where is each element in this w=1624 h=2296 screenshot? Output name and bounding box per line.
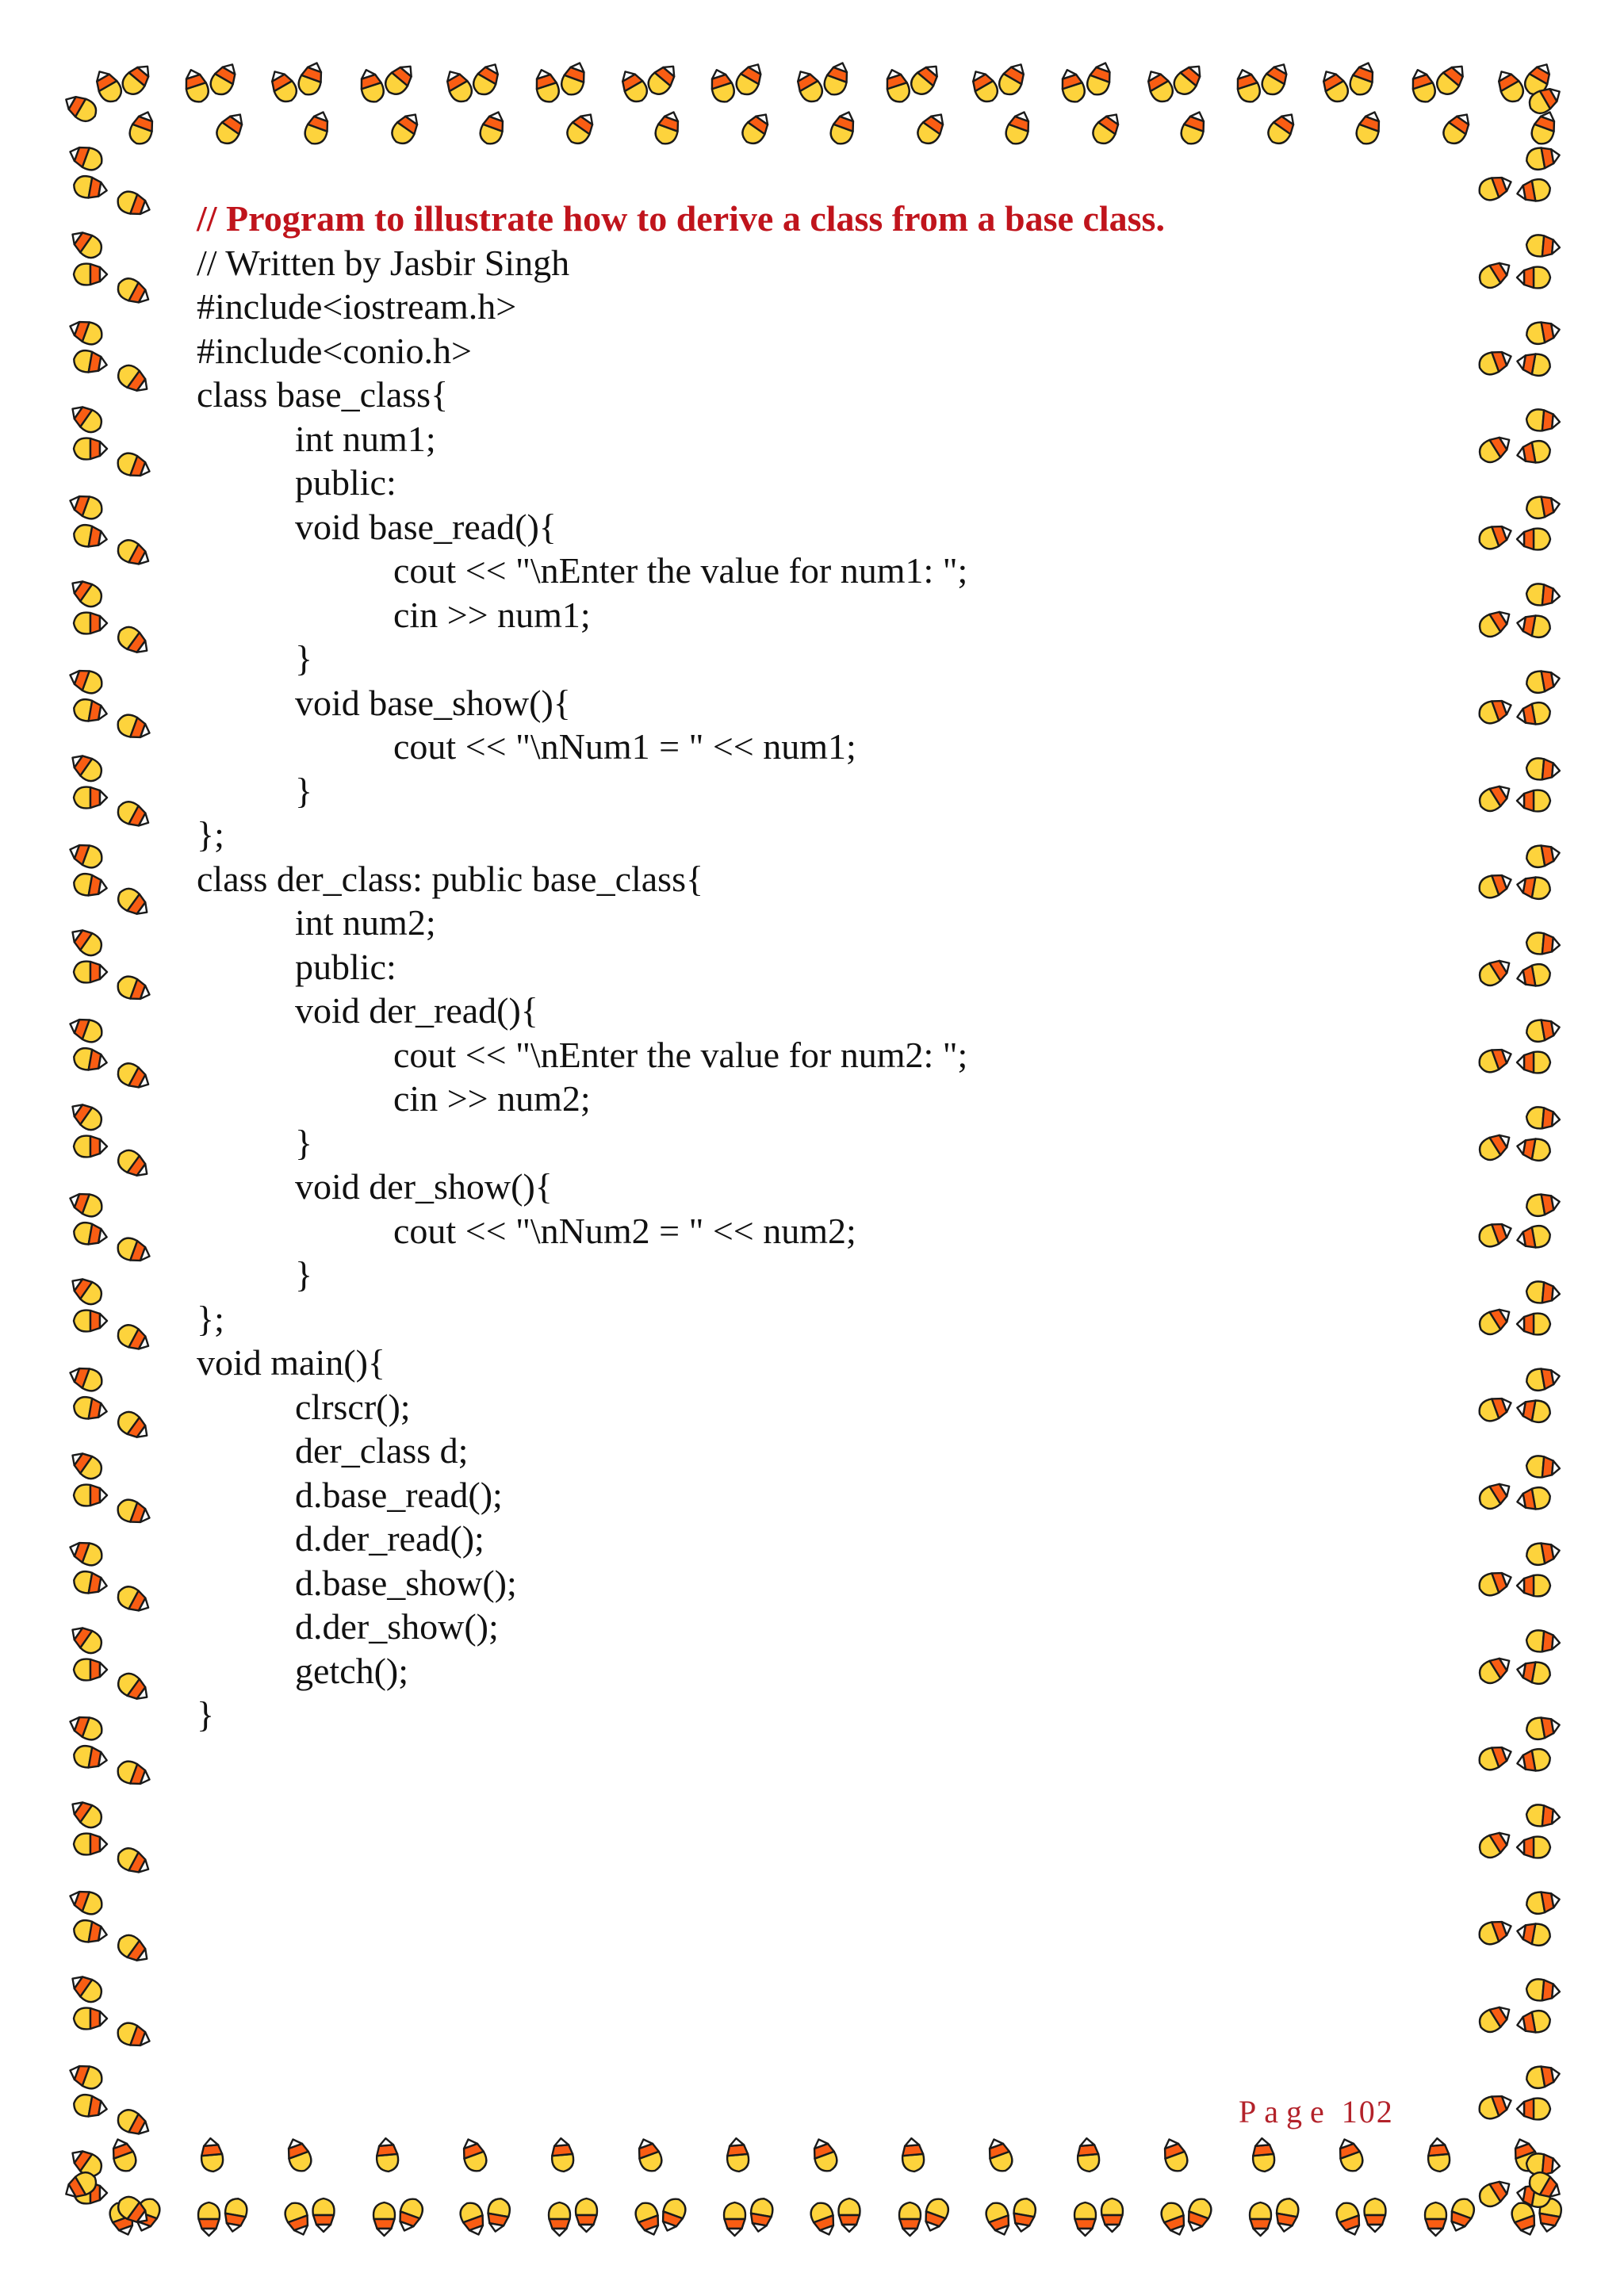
- candy-corn-icon: [67, 1621, 106, 1658]
- candy-corn-icon: [114, 2020, 153, 2052]
- candy-corn-icon: [616, 67, 651, 106]
- candy-corn-icon: [113, 1931, 153, 1967]
- candy-corn-icon: [1476, 1742, 1515, 1774]
- candy-corn-icon: [67, 665, 105, 697]
- candy-corn-icon: [114, 1235, 153, 1267]
- candy-corn-icon: [644, 59, 682, 98]
- candy-corn-icon: [901, 2137, 925, 2172]
- candy-corn-icon: [1183, 2195, 1215, 2234]
- candy-corn-icon: [1515, 1486, 1552, 1513]
- candy-corn-icon: [114, 1844, 154, 1879]
- candy-corn-icon: [67, 1796, 106, 1832]
- candy-corn-icon: [72, 1919, 109, 1946]
- code-line: void der_read(){: [295, 990, 538, 1031]
- candy-corn-icon: [1526, 1804, 1561, 1828]
- candy-corn-icon: [1427, 2137, 1451, 2172]
- candy-corn-icon: [828, 109, 860, 147]
- candy-corn-icon: [549, 2202, 570, 2236]
- code-line: void base_show(){: [295, 682, 571, 723]
- candy-corn-icon: [1476, 695, 1515, 727]
- candy-corn-icon: [738, 109, 775, 148]
- candy-corn-icon: [1517, 1575, 1550, 1597]
- code-line: clrscr();: [295, 1386, 411, 1427]
- candy-corn-icon: [266, 67, 301, 106]
- candy-corn-icon: [373, 2202, 395, 2236]
- candy-corn-icon: [1515, 701, 1552, 728]
- candy-corn-icon: [1525, 144, 1561, 171]
- candy-corn-icon: [113, 1407, 153, 1444]
- candy-corn-icon: [282, 2199, 314, 2238]
- candy-corn-icon: [1476, 172, 1515, 204]
- candy-corn-icon: [995, 59, 1030, 99]
- page-number: [1239, 2093, 1394, 2130]
- candy-corn-icon: [1159, 2136, 1191, 2175]
- code-line: cout << "\nNum1 = " << num1;: [393, 726, 856, 767]
- candy-corn-icon: [114, 450, 153, 482]
- candy-corn-icon: [1517, 2099, 1550, 2120]
- code-line: #include<conio.h>: [197, 330, 472, 371]
- candy-corn-icon: [1232, 67, 1263, 105]
- candy-corn-icon: [1517, 1052, 1550, 1073]
- candy-corn-icon: [1525, 1540, 1561, 1567]
- candy-corn-icon: [1432, 59, 1470, 98]
- candy-corn-icon: [213, 109, 249, 148]
- candy-corn-icon: [1089, 109, 1125, 148]
- candy-corn-icon: [72, 523, 109, 550]
- candy-corn-icon: [1526, 1629, 1561, 1654]
- candy-corn-icon: [118, 59, 156, 98]
- candy-corn-icon: [1515, 1397, 1552, 1424]
- code-line: }: [197, 1694, 215, 1735]
- candy-corn-icon: [67, 1886, 105, 1918]
- candy-corn-icon: [1526, 932, 1561, 956]
- candy-corn-icon: [822, 59, 853, 98]
- candy-corn-icon: [1525, 842, 1561, 869]
- candy-corn-icon: [381, 59, 419, 98]
- candy-corn-icon: [114, 536, 154, 571]
- code-heading: // Program to illustrate how to derive a class from a base class.: [197, 198, 1165, 239]
- code-line: class der_class: public base_class{: [197, 858, 704, 899]
- candy-corn-icon: [1517, 790, 1550, 812]
- code-line: getch();: [295, 1650, 409, 1691]
- candy-corn-icon: [74, 1311, 107, 1332]
- candy-corn-icon: [283, 2136, 315, 2175]
- candy-corn-icon: [1517, 1837, 1550, 1858]
- code-line: cin >> num2;: [393, 1078, 591, 1119]
- candy-corn-icon: [302, 109, 334, 147]
- candy-corn-icon: [74, 1659, 107, 1681]
- code-line: };: [197, 1298, 224, 1339]
- candy-corn-icon: [67, 1272, 106, 1309]
- candy-corn-icon: [74, 962, 107, 983]
- candy-corn-icon: [114, 1059, 154, 1094]
- code-listing: [197, 197, 1465, 1737]
- candy-corn-icon: [1476, 1393, 1515, 1425]
- code-line: // Written by Jasbir Singh: [197, 242, 570, 283]
- candy-corn-icon: [1057, 67, 1088, 105]
- candy-corn-icon: [1476, 521, 1515, 553]
- candy-corn-icon: [1101, 2198, 1123, 2232]
- candy-corn-icon: [707, 67, 737, 105]
- candy-corn-icon: [1515, 612, 1552, 639]
- candy-corn-icon: [72, 1744, 109, 1771]
- candy-corn-icon: [67, 1537, 105, 1569]
- candy-corn-icon: [90, 67, 125, 106]
- code-line: d.base_read();: [295, 1474, 503, 1515]
- candy-corn-icon: [920, 2195, 952, 2234]
- code-line: public:: [295, 946, 396, 987]
- candy-corn-icon: [394, 2195, 426, 2234]
- candy-corn-icon: [72, 1221, 109, 1248]
- code-line: void base_read(){: [295, 506, 557, 547]
- candy-corn-icon: [653, 109, 684, 147]
- candy-corn-icon: [633, 2199, 665, 2238]
- candy-corn-icon: [1517, 267, 1550, 289]
- candy-corn-icon: [72, 1047, 109, 1073]
- candy-corn-icon: [469, 59, 504, 99]
- candy-corn-icon: [1159, 2199, 1190, 2238]
- candy-corn-icon: [114, 189, 153, 220]
- candy-corn-icon: [914, 109, 950, 148]
- candy-corn-icon: [1475, 1651, 1515, 1687]
- candy-corn-icon: [67, 924, 106, 960]
- candy-corn-icon: [296, 59, 327, 98]
- candy-corn-icon: [458, 2136, 490, 2175]
- candy-corn-icon: [531, 67, 562, 105]
- candy-corn-icon: [1334, 2199, 1365, 2238]
- candy-corn-icon: [1525, 1714, 1561, 1741]
- candy-corn-icon: [356, 67, 387, 105]
- candy-corn-icon: [313, 2198, 335, 2232]
- candy-corn-icon: [1476, 346, 1515, 378]
- candy-corn-icon: [113, 361, 153, 397]
- code-line: der_class d;: [295, 1430, 469, 1471]
- candy-corn-icon: [1475, 2000, 1515, 2036]
- candy-corn-icon: [74, 264, 107, 285]
- candy-corn-icon: [748, 2197, 775, 2233]
- candy-corn-icon: [458, 2199, 489, 2238]
- candy-corn-icon: [1076, 2137, 1101, 2172]
- candy-corn-icon: [222, 2197, 249, 2233]
- candy-corn-icon: [1250, 2202, 1271, 2236]
- candy-corn-icon: [1074, 2202, 1096, 2236]
- candy-corn-icon: [67, 840, 105, 871]
- code-line: public:: [295, 462, 396, 503]
- candy-corn-icon: [1475, 1128, 1515, 1164]
- candy-corn-icon: [67, 142, 105, 174]
- candy-corn-icon: [114, 1582, 154, 1617]
- candy-corn-icon: [724, 2202, 745, 2236]
- candy-corn-icon: [67, 1188, 105, 1220]
- code-line: int num1;: [295, 418, 436, 459]
- candy-corn-icon: [388, 109, 424, 148]
- candy-corn-icon: [1446, 2195, 1477, 2234]
- candy-corn-icon: [1526, 583, 1561, 607]
- candy-corn-icon: [113, 622, 153, 659]
- candy-corn-icon: [72, 349, 109, 376]
- candy-corn-icon: [375, 2137, 400, 2172]
- candy-corn-icon: [74, 2008, 107, 2030]
- candy-corn-icon: [67, 1447, 106, 1483]
- candy-corn-icon: [1476, 870, 1515, 901]
- candy-corn-icon: [1515, 1659, 1552, 1686]
- candy-corn-icon: [657, 2195, 689, 2234]
- candy-corn-icon: [1515, 2009, 1552, 2036]
- candy-corn-icon: [906, 59, 944, 98]
- candy-corn-icon: [791, 67, 826, 106]
- candy-corn-icon: [1347, 59, 1379, 98]
- code-line: }: [295, 638, 313, 679]
- code-line: void main(){: [197, 1342, 385, 1383]
- candy-corn-icon: [1439, 109, 1476, 148]
- candy-corn-icon: [67, 749, 106, 786]
- candy-corn-icon: [1476, 1916, 1515, 1948]
- candy-corn-icon: [114, 274, 154, 309]
- candy-corn-icon: [441, 67, 476, 106]
- candy-corn-icon: [1475, 954, 1515, 989]
- candy-corn-icon: [1492, 67, 1527, 106]
- candy-corn-icon: [198, 2202, 220, 2236]
- candy-corn-icon: [576, 2198, 597, 2232]
- candy-corn-icon: [114, 712, 153, 744]
- candy-corn-icon: [108, 2136, 140, 2175]
- candy-corn-icon: [1515, 874, 1552, 901]
- candy-corn-icon: [839, 2198, 860, 2232]
- candy-corn-icon: [1170, 59, 1208, 98]
- candy-corn-icon: [114, 1497, 153, 1529]
- candy-corn-icon: [67, 400, 106, 437]
- candy-corn-icon: [882, 67, 913, 105]
- candy-corn-icon: [67, 2061, 105, 2092]
- candy-corn-icon: [113, 1669, 153, 1705]
- candy-corn-icon: [1526, 1106, 1561, 1131]
- candy-corn-icon: [1475, 256, 1515, 292]
- candy-corn-icon: [984, 2136, 1016, 2175]
- candy-corn-icon: [1525, 493, 1561, 520]
- candy-corn-icon: [1526, 757, 1561, 782]
- candy-corn-icon: [808, 2199, 840, 2238]
- candy-corn-icon: [67, 1014, 105, 1046]
- candy-corn-icon: [634, 2136, 665, 2175]
- candy-corn-icon: [1425, 2202, 1446, 2236]
- candy-corn-icon: [550, 2137, 575, 2172]
- candy-corn-icon: [74, 1136, 107, 1158]
- candy-corn-icon: [1525, 2063, 1561, 2090]
- code-line: d.der_read();: [295, 1518, 485, 1559]
- code-line: };: [197, 814, 224, 855]
- candy-corn-icon: [67, 1098, 106, 1135]
- candy-corn-icon: [1251, 2137, 1276, 2172]
- candy-corn-icon: [1515, 1747, 1552, 1774]
- candy-corn-icon: [1264, 109, 1300, 148]
- candy-corn-icon: [114, 2106, 154, 2141]
- candy-corn-icon: [1517, 1314, 1550, 1335]
- code-line: cout << "\nEnter the value for num2: ";: [393, 1034, 968, 1075]
- candy-corn-icon: [1142, 67, 1177, 106]
- candy-corn-icon: [1526, 408, 1561, 433]
- candy-corn-icon: [74, 438, 107, 460]
- code-line: cin >> num1;: [393, 594, 591, 635]
- candy-corn-icon: [1525, 1016, 1561, 1043]
- candy-corn-icon: [563, 109, 599, 148]
- candy-corn-icon: [74, 787, 107, 809]
- code-body: [197, 241, 1465, 1737]
- candy-corn-icon: [983, 2199, 1015, 2238]
- candy-corn-icon: [1529, 109, 1561, 147]
- candy-corn-icon: [1526, 1455, 1561, 1479]
- candy-corn-icon: [72, 1395, 109, 1422]
- candy-corn-icon: [74, 1485, 107, 1506]
- candy-corn-icon: [809, 2136, 841, 2175]
- candy-corn-icon: [1526, 1280, 1561, 1305]
- candy-corn-icon: [1475, 779, 1515, 815]
- candy-corn-icon: [114, 1758, 153, 1790]
- candy-corn-icon: [74, 1834, 107, 1855]
- candy-corn-icon: [1258, 59, 1293, 99]
- candy-corn-icon: [726, 2137, 750, 2172]
- candy-corn-icon: [1274, 2197, 1300, 2233]
- candy-corn-icon: [1010, 2197, 1037, 2233]
- candy-corn-icon: [1476, 1567, 1515, 1599]
- candy-corn-icon: [1515, 350, 1552, 377]
- candy-corn-icon: [1476, 1219, 1515, 1250]
- candy-corn-icon: [1525, 319, 1561, 346]
- candy-corn-icon: [206, 59, 241, 99]
- candy-corn-icon: [1475, 605, 1515, 641]
- candy-corn-icon: [1515, 1920, 1552, 1947]
- candy-corn-icon: [67, 1363, 105, 1395]
- candy-corn-icon: [1525, 668, 1561, 695]
- page-number-value: 102: [1341, 2094, 1394, 2130]
- candy-corn-icon: [1515, 1224, 1552, 1251]
- candy-corn-icon: [1515, 962, 1552, 989]
- candy-corn-icon: [732, 59, 767, 99]
- candy-corn-icon: [1408, 67, 1438, 105]
- candy-corn-icon: [558, 59, 590, 98]
- candy-corn-icon: [113, 1146, 153, 1182]
- code-line: }: [295, 1254, 313, 1295]
- candy-corn-icon: [1335, 2136, 1366, 2175]
- candy-corn-icon: [1515, 1135, 1552, 1162]
- candy-corn-icon: [1525, 1365, 1561, 1392]
- candy-corn-icon: [1354, 109, 1385, 147]
- candy-corn-icon: [1476, 2091, 1515, 2122]
- candy-corn-icon: [1476, 1044, 1515, 1076]
- code-line: class base_class{: [197, 374, 449, 415]
- code-line: #include<iostream.h>: [197, 286, 517, 327]
- candy-corn-icon: [72, 872, 109, 899]
- candy-corn-icon: [1526, 1978, 1561, 2003]
- candy-corn-icon: [1365, 2198, 1386, 2232]
- code-line: int num2;: [295, 902, 436, 943]
- code-line: d.der_show();: [295, 1606, 499, 1647]
- candy-corn-icon: [67, 575, 106, 611]
- code-line: cout << "\nNum2 = " << num2;: [393, 1210, 856, 1251]
- candy-corn-icon: [1517, 529, 1550, 550]
- code-line: d.base_show();: [295, 1562, 517, 1603]
- candy-corn-icon: [967, 67, 1002, 106]
- candy-corn-icon: [1475, 1826, 1515, 1862]
- candy-corn-icon: [1475, 430, 1515, 466]
- candy-corn-icon: [477, 109, 509, 147]
- candy-corn-icon: [1525, 1888, 1561, 1915]
- candy-corn-icon: [1475, 1303, 1515, 1338]
- candy-corn-icon: [113, 884, 153, 920]
- candy-corn-icon: [67, 1970, 106, 2007]
- code-line: }: [295, 1122, 313, 1163]
- candy-corn-icon: [1515, 439, 1552, 466]
- candy-corn-icon: [1526, 234, 1561, 258]
- code-line: void der_show(){: [295, 1166, 553, 1207]
- candy-corn-icon: [74, 613, 107, 634]
- candy-corn-icon: [72, 1570, 109, 1597]
- candy-corn-icon: [200, 2137, 224, 2172]
- candy-corn-icon: [1317, 67, 1352, 106]
- candy-corn-icon: [1525, 1191, 1561, 1218]
- candy-corn-icon: [114, 798, 154, 832]
- candy-corn-icon: [1003, 109, 1035, 147]
- page-label: Page: [1239, 2094, 1332, 2130]
- candy-corn-icon: [1475, 2175, 1515, 2210]
- candy-corn-icon: [1515, 178, 1552, 205]
- candy-corn-icon: [899, 2202, 921, 2236]
- candy-corn-icon: [114, 974, 153, 1005]
- candy-corn-icon: [72, 2093, 109, 2120]
- candy-corn-icon: [181, 67, 212, 105]
- code-line: cout << "\nEnter the value for num1: ";: [393, 550, 968, 591]
- candy-corn-icon: [72, 698, 109, 725]
- candy-corn-icon: [67, 1712, 105, 1743]
- candy-corn-icon: [67, 226, 106, 262]
- candy-corn-icon: [127, 109, 159, 147]
- candy-corn-icon: [114, 1321, 154, 1356]
- candy-corn-icon: [1178, 109, 1210, 147]
- candy-corn-icon: [67, 491, 105, 522]
- candy-corn-icon: [1475, 1477, 1515, 1513]
- candy-corn-icon: [72, 174, 109, 201]
- candy-corn-icon: [1084, 59, 1116, 98]
- candy-corn-icon: [485, 2197, 511, 2233]
- code-line: }: [295, 770, 313, 811]
- candy-corn-icon: [61, 90, 101, 125]
- candy-corn-icon: [67, 316, 105, 348]
